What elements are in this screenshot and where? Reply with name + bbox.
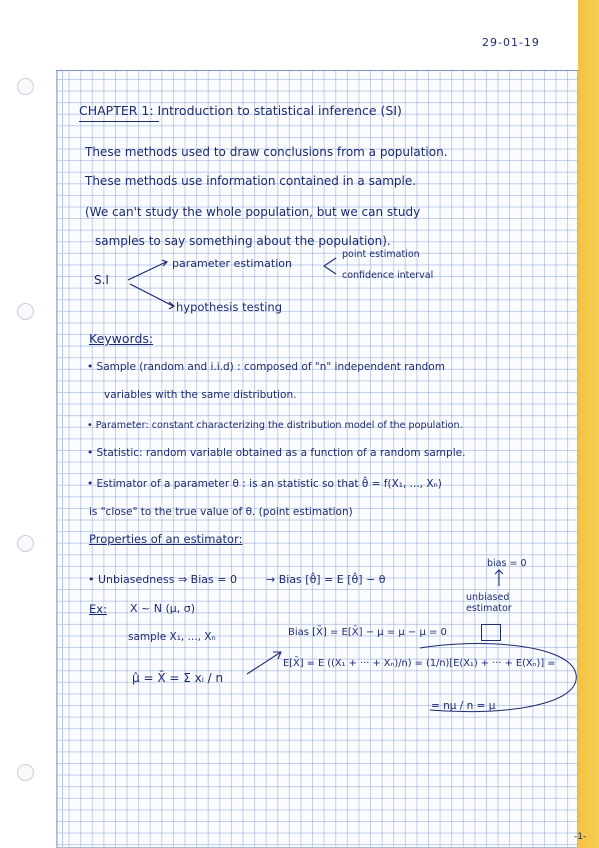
intro-line: These methods used to draw conclusions from a population. (85, 145, 448, 159)
si-root: S.I (94, 273, 109, 287)
page-edge (578, 0, 599, 848)
bias-formula: → Bias [θ̂] = E [θ̂] − θ (266, 573, 386, 586)
keyword-line: is "close" to the true value of θ. (point estimation) (89, 506, 353, 518)
zero-box (481, 624, 501, 641)
keyword-line: variables with the same distribution. (104, 389, 297, 401)
branch-hypothesis-testing: hypothesis testing (176, 300, 283, 314)
date: 29-01-19 (482, 36, 540, 49)
binder-hole (17, 303, 34, 320)
keyword-line: • Sample (random and i.i.d) : composed of "n" independent random (87, 361, 445, 373)
keyword-line: • Statistic: random variable obtained as a function of a random sample. (87, 447, 466, 459)
page-number: -1- (574, 832, 587, 842)
expectation-line: E[X̄] = E ((X₁ + ··· + Xₙ)/n) = (1/n)[E(X₁) + ··· + E(Xₙ)] = (283, 658, 556, 669)
properties-heading: Properties of an estimator: (89, 532, 243, 546)
binder-hole (17, 764, 34, 781)
intro-line: samples to say something about the population). (95, 234, 391, 248)
sub-confidence-interval: confidence interval (342, 270, 434, 281)
binder-hole (17, 535, 34, 552)
arrow-to-expectation (245, 648, 285, 676)
unbiased-estimator-label: unbiased estimator (466, 592, 512, 614)
keyword-line: • Estimator of a parameter θ : is an statistic so that θ̂ = f(X₁, ..., Xₙ) (87, 478, 442, 490)
keyword-line: • Parameter: constant characterizing the distribution model of the population. (87, 420, 463, 431)
bias-note-arrow (492, 568, 506, 588)
chapter-title: CHAPTER 1: Introduction to statistical inference (SI) (79, 103, 402, 118)
bias-xbar: Bias [X̄] = E[X̄] − μ = μ − μ = 0 (288, 627, 447, 638)
mu-hat-formula: μ̂ = X̄ = Σ xᵢ / n (132, 671, 224, 685)
sub-point-estimation: point estimation (342, 249, 420, 260)
unbiasedness-line: • Unbiasedness ⇒ Bias = 0 (88, 573, 237, 586)
title-underline (79, 121, 159, 122)
final-result: = nμ / n = μ (431, 700, 496, 712)
sample-line: sample X₁, ..., Xₙ (128, 631, 216, 643)
example-distribution: X ~ N (μ, σ) (130, 602, 196, 615)
keywords-heading: Keywords: (89, 331, 154, 346)
margin-line (62, 20, 63, 848)
intro-line: (We can't study the whole population, but we can study (85, 205, 421, 219)
branch-parameter-estimation: parameter estimation (172, 257, 292, 270)
intro-line: These methods use information contained in a sample. (85, 174, 417, 188)
bias-note: bias = 0 (487, 558, 527, 569)
example-label: Ex: (89, 602, 107, 616)
binder-hole (17, 78, 34, 95)
